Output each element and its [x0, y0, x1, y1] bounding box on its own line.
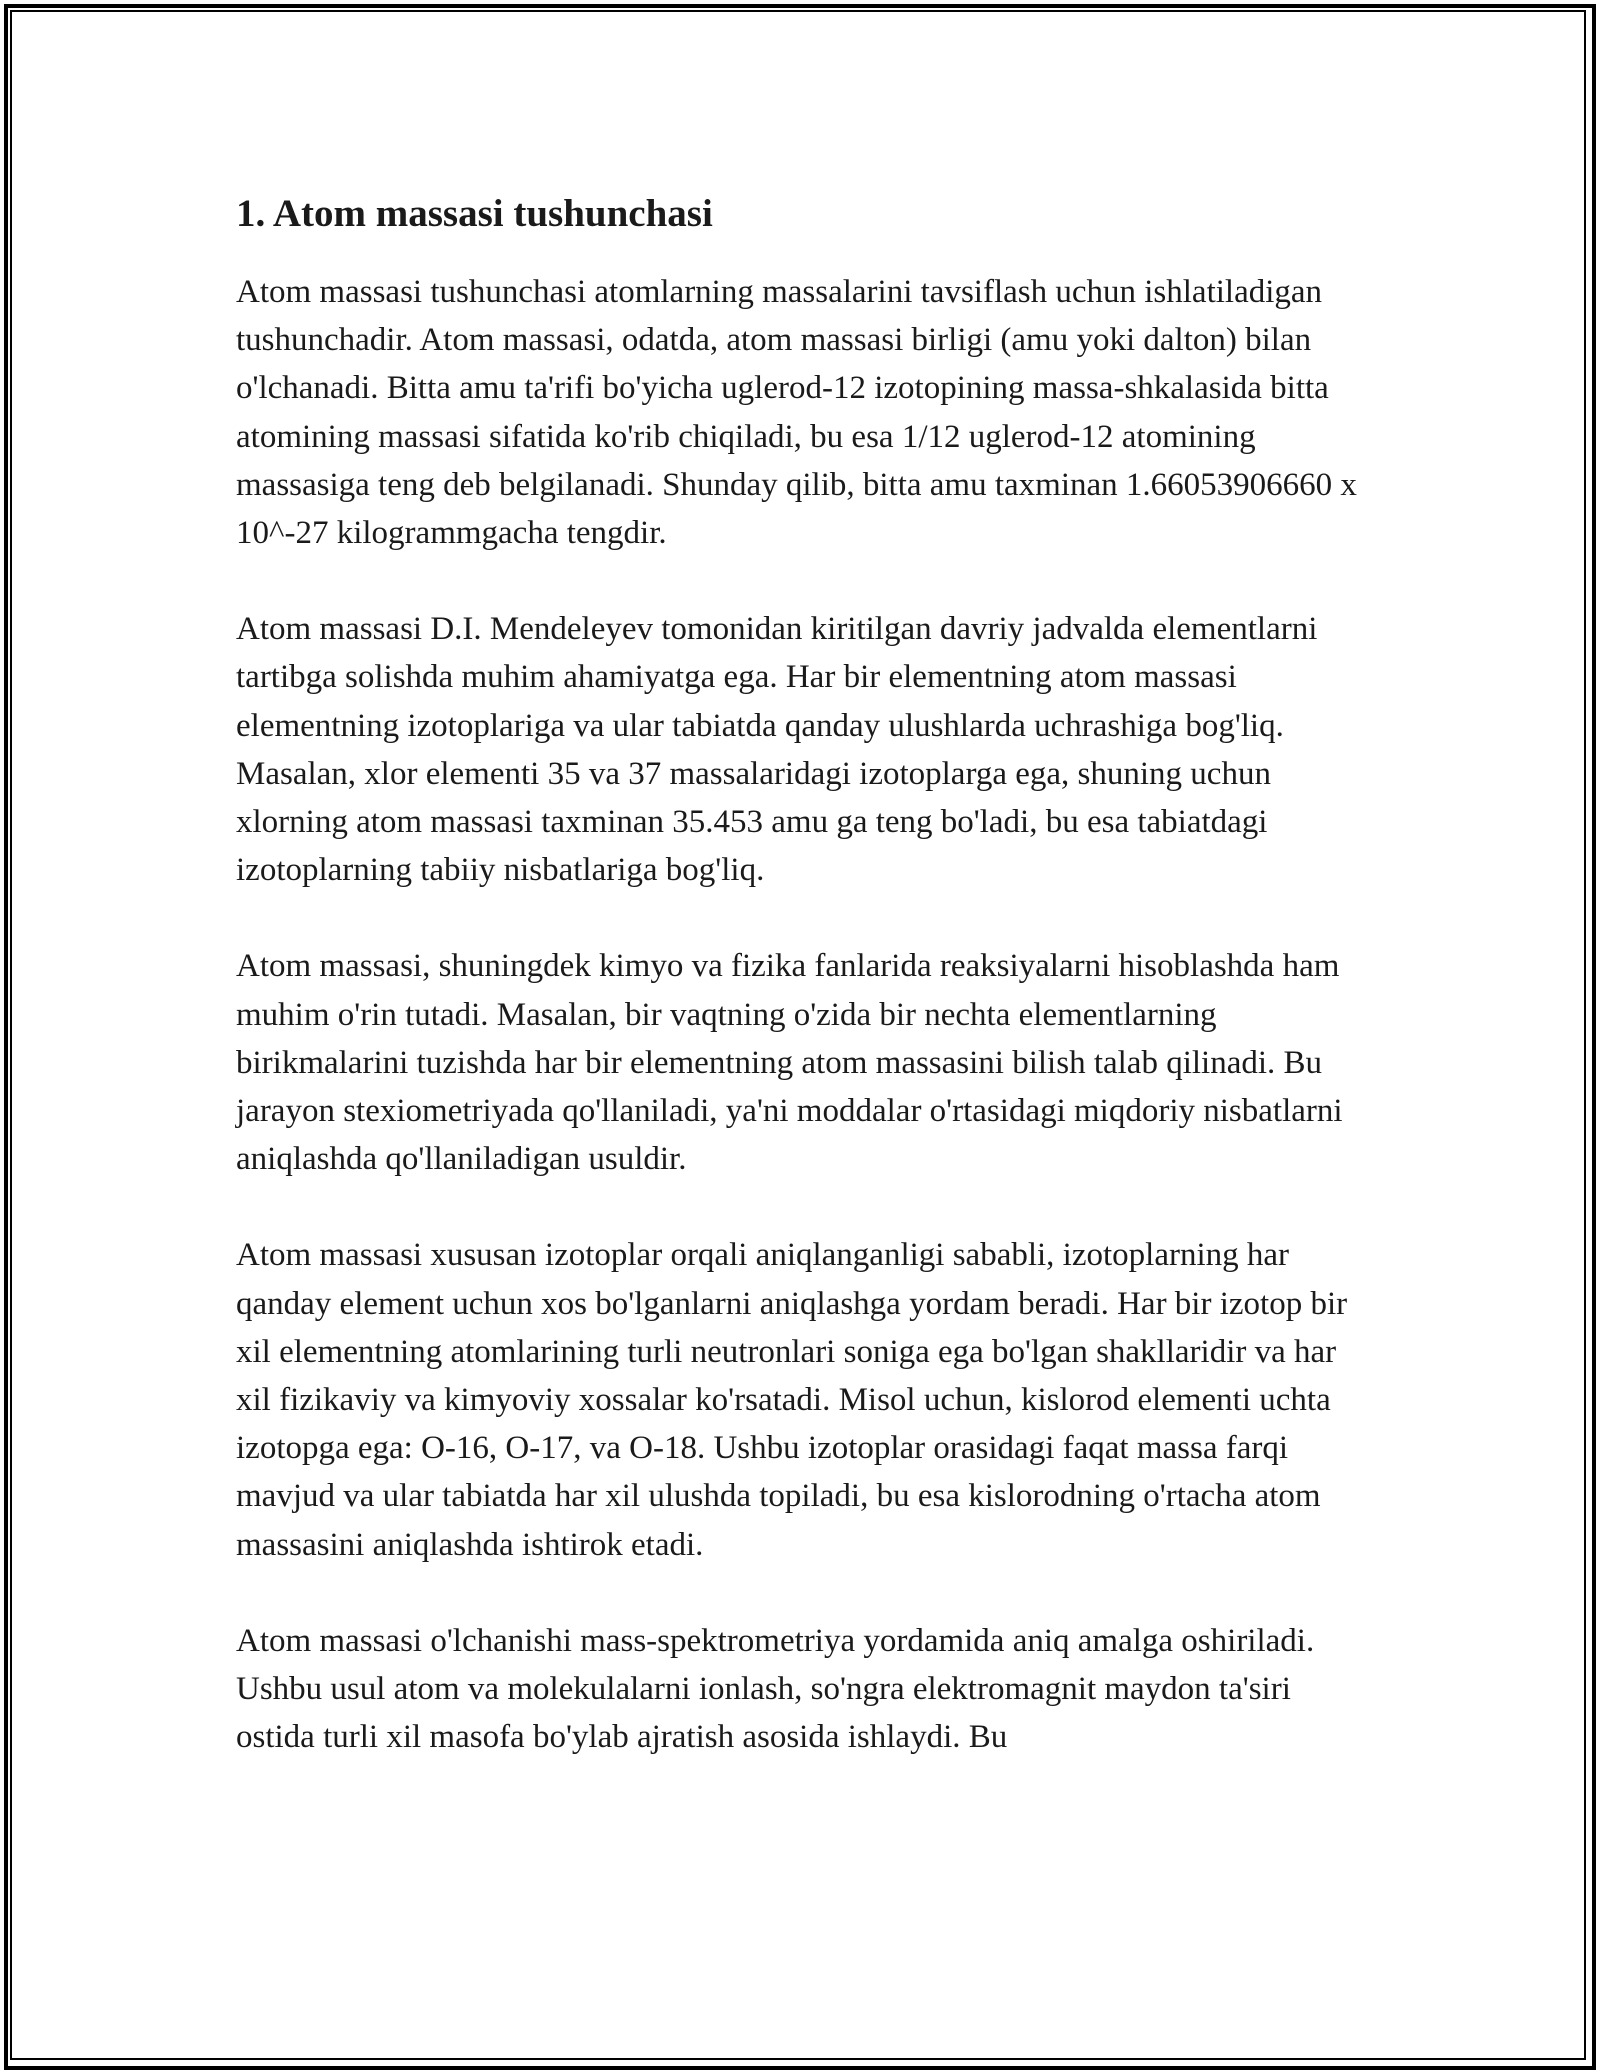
paragraph-3: Atom massasi, shuningdek kimyo va fizika fanlarida reaksiyalarni hisoblashda ham muhim o'rin tutadi. Masalan, bir vaqtning o'zida bir nechta elementlarning birikmalarini tuzishda har bir elementning atom massasini bilish talab qilinadi. Bu jarayon stexiometriyada qo'llaniladi, ya'ni moddalar o'rtasidagi miqdoriy nisbatlarni aniqlashda qo'llaniladigan usuldir.: [236, 948, 1343, 1178]
paragraph-4: Atom massasi xususan izotoplar orqali aniqlanganligi sababli, izotoplarning har qanday element uchun xos bo'lganlarni aniqlashga yordam beradi. Har bir izotop bir xil elementning atomlarining turli neutronlari soniga ega bo'lgan shakllaridir va har xil fizikaviy va kimyoviy xossalar ko'rsatadi. Misol uchun, kislorod elementi uchta izotopga ega: O-16, O-17, va O-18. Ushbu izotoplar orasidagi faqat massa farqi mavjud va ular tabiatda har xil ulushda topiladi, bu esa kislorodning o'rtacha atom massasini aniqlashda ishtirok etadi.: [236, 1237, 1348, 1563]
section-heading: 1. Atom massasi tushunchasi: [236, 192, 713, 235]
paragraph-5: Atom massasi o'lchanishi mass-spektrometriya yordamida aniq amalga oshiriladi. Ushbu usul atom va molekulalarni ionlash, so'ngra elektromagnit maydon ta'siri ostida turli xil masofa bo'ylab ajratish asosida ishlaydi. Bu: [236, 1622, 1315, 1756]
paragraph-2: Atom massasi D.I. Mendeleyev tomonidan kiritilgan davriy jadvalda elementlarni tartibga solishda muhim ahamiyatga ega. Har bir elementning atom massasi elementning izotoplariga va ular tabiatda qanday ulushlarda uchrashiga bog'liq. Masalan, xlor elementi 35 va 37 massalaridagi izotoplarga ega, shuning uchun xlorning atom massasi taxminan 35.453 amu ga teng bo'ladi, bu esa tabiatdagi izotoplarning tabiiy nisbatlariga bog'liq.: [236, 611, 1318, 889]
paragraph-1: Atom massasi tushunchasi atomlarning massalarini tavsiflash uchun ishlatiladigan tushunchadir. Atom massasi, odatda, atom massasi birligi (amu yoki dalton) bilan o'lchanadi. Bitta amu ta'rifi bo'yicha uglerod-12 izotopining massa-shkalasida bitta atomining massasi sifatida ko'rib chiqiladi, bu esa 1/12 uglerod-12 atomining massasiga teng deb belgilanadi. Shunday qilib, bitta amu taxminan 1.66053906660 x 10^-27 kilogrammgacha tengdir.: [236, 274, 1357, 552]
document-body: [236, 186, 1366, 1809]
